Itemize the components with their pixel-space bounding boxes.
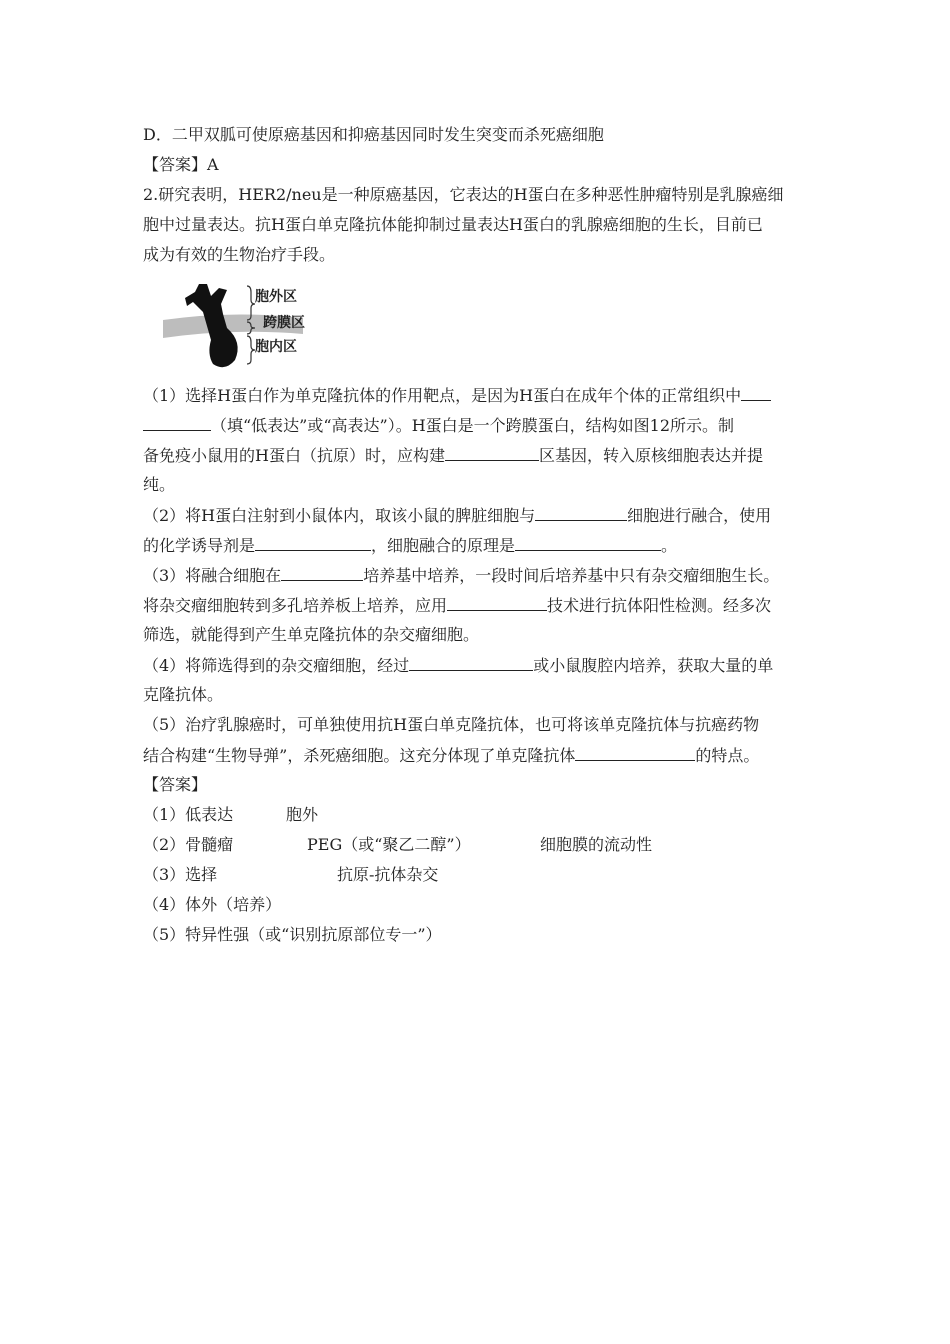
part5-line-2 bbox=[143, 740, 813, 770]
answer-row-2 bbox=[143, 830, 813, 860]
part4-text-1a: （4）将筛选得到的杂交瘤细胞，经过 bbox=[143, 656, 410, 675]
h-protein-structure-figure bbox=[163, 282, 813, 372]
blank-4 bbox=[255, 530, 371, 551]
answer-row-4 bbox=[143, 890, 813, 920]
part3-text-1a: （3）将融合细胞在 bbox=[143, 566, 282, 585]
part2-text-1a: （2）将H蛋白注射到小鼠体内，取该小鼠的脾脏细胞与 bbox=[143, 506, 536, 525]
document-content bbox=[143, 120, 813, 950]
q1-option-d: D．二甲双胍可使原癌基因和抑癌基因同时发生突变而杀死癌细胞 bbox=[143, 125, 604, 144]
answer-2-b: PEG（或“聚乙二醇”） bbox=[307, 835, 471, 854]
answer-row-1 bbox=[143, 800, 813, 830]
answer-1-a: （1）低表达 bbox=[143, 805, 234, 824]
part3-line-1 bbox=[143, 560, 813, 590]
part5-text-2b: 的特点。 bbox=[695, 746, 760, 765]
part3-text-2b: 技术进行抗体阳性检测。经多次 bbox=[547, 596, 772, 615]
label-extracellular: 胞外区 bbox=[255, 289, 297, 305]
part2-text-2a: 的化学诱导剂是 bbox=[143, 536, 256, 555]
answer-2-c: 细胞膜的流动性 bbox=[540, 835, 653, 854]
part4-line-2: 克隆抗体。 bbox=[143, 685, 224, 704]
part2-line-2 bbox=[143, 530, 813, 560]
answer-4-a: （4）体外（培养） bbox=[143, 895, 282, 914]
q1-answer: 【答案】A bbox=[143, 155, 219, 174]
brace-inner bbox=[247, 336, 255, 364]
part3-text-2a: 将杂交瘤细胞转到多孔培养板上培养，应用 bbox=[143, 596, 448, 615]
part1-text-3b: 区基因，转入原核细胞表达并提 bbox=[538, 446, 763, 465]
part1-text-1: （1）选择H蛋白作为单克隆抗体的作用靶点，是因为H蛋白在成年个体的正常组织中 bbox=[143, 386, 742, 405]
blank-1b bbox=[143, 410, 211, 431]
blank-7 bbox=[447, 590, 547, 611]
q2-intro-line-1: 2.研究表明，HER2/neu是一种原癌基因，它表达的H蛋白在多种恶性肿瘤特别是乳腺癌细 bbox=[143, 185, 784, 204]
part1-text-2: （填“低表达”或“高表达”）。H蛋白是一个跨膜蛋白，结构如图12所示。制 bbox=[211, 416, 735, 435]
answer-header: 【答案】 bbox=[143, 775, 208, 794]
label-transmembrane: 跨膜区 bbox=[263, 315, 305, 331]
part1-line-1 bbox=[143, 380, 813, 410]
part4-line-1 bbox=[143, 650, 813, 680]
part5-line-1: （5）治疗乳腺癌时，可单独使用抗H蛋白单克隆抗体，也可将该单克隆抗体与抗癌药物 bbox=[143, 715, 760, 734]
answer-3-b: 抗原-抗体杂交 bbox=[337, 865, 439, 884]
blank-5 bbox=[515, 530, 661, 551]
answer-row-3 bbox=[143, 860, 813, 890]
blank-1a bbox=[741, 380, 771, 401]
blank-2 bbox=[445, 440, 539, 461]
answer-5-a: （5）特异性强（或“识别抗原部位专一”） bbox=[143, 925, 442, 944]
blank-6 bbox=[281, 560, 363, 581]
part4-text-1b: 或小鼠腹腔内培养，获取大量的单 bbox=[533, 656, 774, 675]
part3-line-3: 筛选，就能得到产生单克隆抗体的杂交瘤细胞。 bbox=[143, 625, 480, 644]
part1-text-3a: 备免疫小鼠用的H蛋白（抗原）时，应构建 bbox=[143, 446, 445, 465]
blank-3 bbox=[535, 500, 627, 521]
answer-2-a: （2）骨髓瘤 bbox=[143, 835, 234, 854]
label-intracellular: 胞内区 bbox=[255, 339, 297, 355]
q2-intro-line-3: 成为有效的生物治疗手段。 bbox=[143, 245, 336, 264]
blank-8 bbox=[409, 650, 533, 671]
part1-line-4: 纯。 bbox=[143, 475, 176, 494]
answer-3-a: （3）选择 bbox=[143, 865, 218, 884]
q2-intro-line-2: 胞中过量表达。抗H蛋白单克隆抗体能抑制过量表达H蛋白的乳腺癌细胞的生长，目前已 bbox=[143, 215, 763, 234]
part2-text-2c: 。 bbox=[661, 536, 678, 555]
part5-text-2a: 结合构建“生物导弹”，杀死癌细胞。这充分体现了单克隆抗体 bbox=[143, 746, 576, 765]
part1-line-2 bbox=[143, 410, 813, 440]
blank-9 bbox=[575, 740, 695, 761]
part3-line-2 bbox=[143, 590, 813, 620]
part3-text-1b: 培养基中培养，一段时间后培养基中只有杂交瘤细胞生长。 bbox=[363, 566, 780, 585]
answer-row-5 bbox=[143, 920, 813, 950]
part2-line-1 bbox=[143, 500, 813, 530]
part1-line-3 bbox=[143, 440, 813, 470]
part2-text-2b: ，细胞融合的原理是 bbox=[371, 536, 516, 555]
answer-1-b: 胞外 bbox=[286, 805, 319, 824]
part2-text-1b: 细胞进行融合，使用 bbox=[627, 506, 772, 525]
